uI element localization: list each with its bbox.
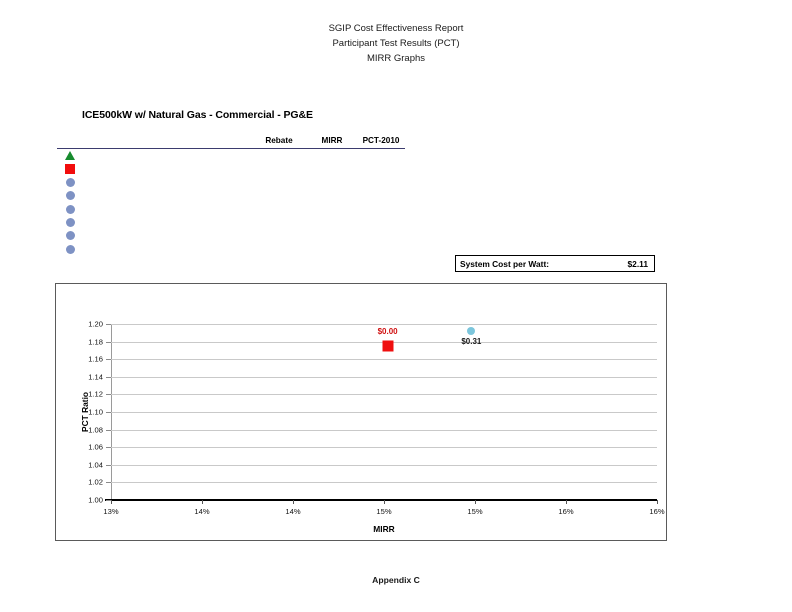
x-axis-title: MIRR bbox=[373, 524, 395, 534]
y-tick-label: 1.08 bbox=[88, 425, 103, 435]
gridline bbox=[111, 324, 657, 325]
row-marker-cell bbox=[57, 149, 83, 163]
data-point-circle bbox=[467, 327, 475, 335]
row-rebate-value bbox=[251, 176, 307, 189]
circle-blue-icon bbox=[57, 202, 83, 215]
x-tick-label: 16% bbox=[649, 507, 665, 516]
header-line-2: Participant Test Results (PCT) bbox=[332, 38, 460, 49]
row-scenario-label bbox=[83, 176, 251, 189]
row-rebate-value bbox=[251, 202, 307, 215]
y-tick-mark bbox=[106, 377, 111, 378]
row-pct-2010-value bbox=[357, 149, 405, 163]
x-axis-line bbox=[105, 499, 657, 501]
y-tick-mark bbox=[106, 412, 111, 413]
row-rebate-value bbox=[251, 189, 307, 202]
system-cost-per-watt-box bbox=[455, 255, 655, 272]
table-body bbox=[57, 149, 405, 256]
data-point-square bbox=[382, 341, 393, 352]
x-tick-mark bbox=[384, 500, 385, 504]
y-tick-mark bbox=[106, 342, 111, 343]
table-row bbox=[57, 229, 405, 242]
y-tick-label: 1.10 bbox=[88, 407, 103, 417]
row-marker-cell bbox=[57, 229, 83, 242]
row-scenario-label bbox=[83, 216, 251, 229]
circle-blue-icon bbox=[57, 216, 83, 229]
y-axis-title: PCT Ratio bbox=[80, 391, 91, 433]
x-tick-label: 16% bbox=[558, 507, 574, 516]
square-red-icon bbox=[57, 163, 83, 176]
y-tick-label: 1.12 bbox=[88, 389, 103, 399]
row-marker-cell bbox=[57, 242, 83, 255]
row-marker-cell bbox=[57, 216, 83, 229]
row-mirr-value bbox=[307, 216, 357, 229]
page-header bbox=[0, 21, 792, 66]
table-row bbox=[57, 216, 405, 229]
y-tick-label: 1.06 bbox=[88, 442, 103, 452]
x-tick-label: 15% bbox=[467, 507, 483, 516]
row-scenario-label bbox=[83, 163, 251, 176]
row-pct-2010-value bbox=[357, 229, 405, 242]
y-tick-label: 1.00 bbox=[88, 495, 103, 505]
table-row bbox=[57, 163, 405, 176]
circle-blue-icon bbox=[57, 189, 83, 202]
x-tick-mark bbox=[475, 500, 476, 504]
circle-blue-icon bbox=[57, 176, 83, 189]
x-tick-mark bbox=[202, 500, 203, 504]
gridline bbox=[111, 465, 657, 466]
column-header-rebate: Rebate bbox=[265, 136, 293, 145]
row-scenario-label bbox=[83, 242, 251, 255]
column-header-marker bbox=[57, 134, 83, 149]
y-tick-label: 1.18 bbox=[88, 337, 103, 347]
x-tick-label: 13% bbox=[103, 507, 119, 516]
y-tick-mark bbox=[106, 359, 111, 360]
row-mirr-value bbox=[307, 229, 357, 242]
x-tick-mark bbox=[111, 500, 112, 504]
row-marker-cell bbox=[57, 176, 83, 189]
table-row bbox=[57, 242, 405, 255]
row-pct-2010-value bbox=[357, 202, 405, 215]
table-row bbox=[57, 149, 405, 163]
row-marker-cell bbox=[57, 202, 83, 215]
row-rebate-value bbox=[251, 216, 307, 229]
row-mirr-value bbox=[307, 176, 357, 189]
row-pct-2010-value bbox=[357, 176, 405, 189]
x-tick-mark bbox=[566, 500, 567, 504]
row-rebate-value bbox=[251, 229, 307, 242]
y-tick-mark bbox=[106, 324, 111, 325]
gridline bbox=[111, 359, 657, 360]
y-tick-label: 1.14 bbox=[88, 372, 103, 382]
system-cost-label: System Cost per Watt: bbox=[460, 258, 550, 269]
row-scenario-label bbox=[83, 202, 251, 215]
x-tick-label: 15% bbox=[376, 507, 392, 516]
row-rebate-value bbox=[251, 163, 307, 176]
gridline bbox=[111, 447, 657, 448]
row-scenario-label bbox=[83, 229, 251, 242]
table-row bbox=[57, 176, 405, 189]
header-line-3: MIRR Graphs bbox=[366, 53, 426, 64]
row-marker-cell bbox=[57, 163, 83, 176]
y-tick-mark bbox=[106, 430, 111, 431]
row-mirr-value bbox=[307, 242, 357, 255]
row-rebate-value bbox=[251, 149, 307, 163]
x-tick-mark bbox=[657, 500, 658, 504]
header-line-1: SGIP Cost Effectiveness Report bbox=[328, 23, 464, 34]
gridline bbox=[111, 412, 657, 413]
results-table bbox=[57, 134, 405, 256]
row-pct-2010-value bbox=[357, 216, 405, 229]
report-title: ICE500kW w/ Natural Gas - Commercial - PG&E bbox=[82, 109, 313, 121]
triangle-green-icon bbox=[57, 149, 83, 162]
y-tick-mark bbox=[106, 465, 111, 466]
row-pct-2010-value bbox=[357, 163, 405, 176]
y-tick-label: 1.20 bbox=[88, 319, 103, 329]
row-mirr-value bbox=[307, 149, 357, 163]
x-tick-label: 14% bbox=[194, 507, 210, 516]
gridline bbox=[111, 377, 657, 378]
system-cost-value: $2.11 bbox=[627, 258, 648, 269]
gridline bbox=[111, 482, 657, 483]
row-rebate-value bbox=[251, 242, 307, 255]
page-footer: Appendix C bbox=[372, 575, 420, 585]
y-tick-mark bbox=[106, 394, 111, 395]
row-scenario-label bbox=[83, 189, 251, 202]
chart-frame bbox=[55, 283, 667, 541]
circle-blue-icon bbox=[57, 229, 83, 242]
y-tick-label: 1.16 bbox=[88, 354, 103, 364]
plot-area bbox=[80, 319, 665, 534]
gridline bbox=[111, 394, 657, 395]
data-point-label: $0.00 bbox=[377, 327, 398, 336]
x-tick-label: 14% bbox=[285, 507, 301, 516]
data-point-label: $0.31 bbox=[461, 337, 482, 347]
y-tick-label: 1.04 bbox=[88, 460, 103, 470]
row-pct-2010-value bbox=[357, 242, 405, 255]
row-marker-cell bbox=[57, 189, 83, 202]
column-header-pct-2010: PCT-2010 bbox=[362, 136, 400, 145]
y-tick-mark bbox=[106, 482, 111, 483]
row-mirr-value bbox=[307, 202, 357, 215]
gridline bbox=[111, 430, 657, 431]
column-header-mirr: MIRR bbox=[321, 136, 343, 145]
y-tick-mark bbox=[106, 447, 111, 448]
row-scenario-label bbox=[83, 149, 251, 163]
table-row bbox=[57, 202, 405, 215]
column-header-scenario bbox=[83, 134, 251, 149]
row-mirr-value bbox=[307, 189, 357, 202]
y-tick-label: 1.02 bbox=[88, 477, 103, 487]
row-pct-2010-value bbox=[357, 189, 405, 202]
table-row bbox=[57, 189, 405, 202]
x-tick-mark bbox=[293, 500, 294, 504]
table-header-row bbox=[57, 134, 405, 149]
circle-blue-icon bbox=[57, 242, 83, 255]
row-mirr-value bbox=[307, 163, 357, 176]
